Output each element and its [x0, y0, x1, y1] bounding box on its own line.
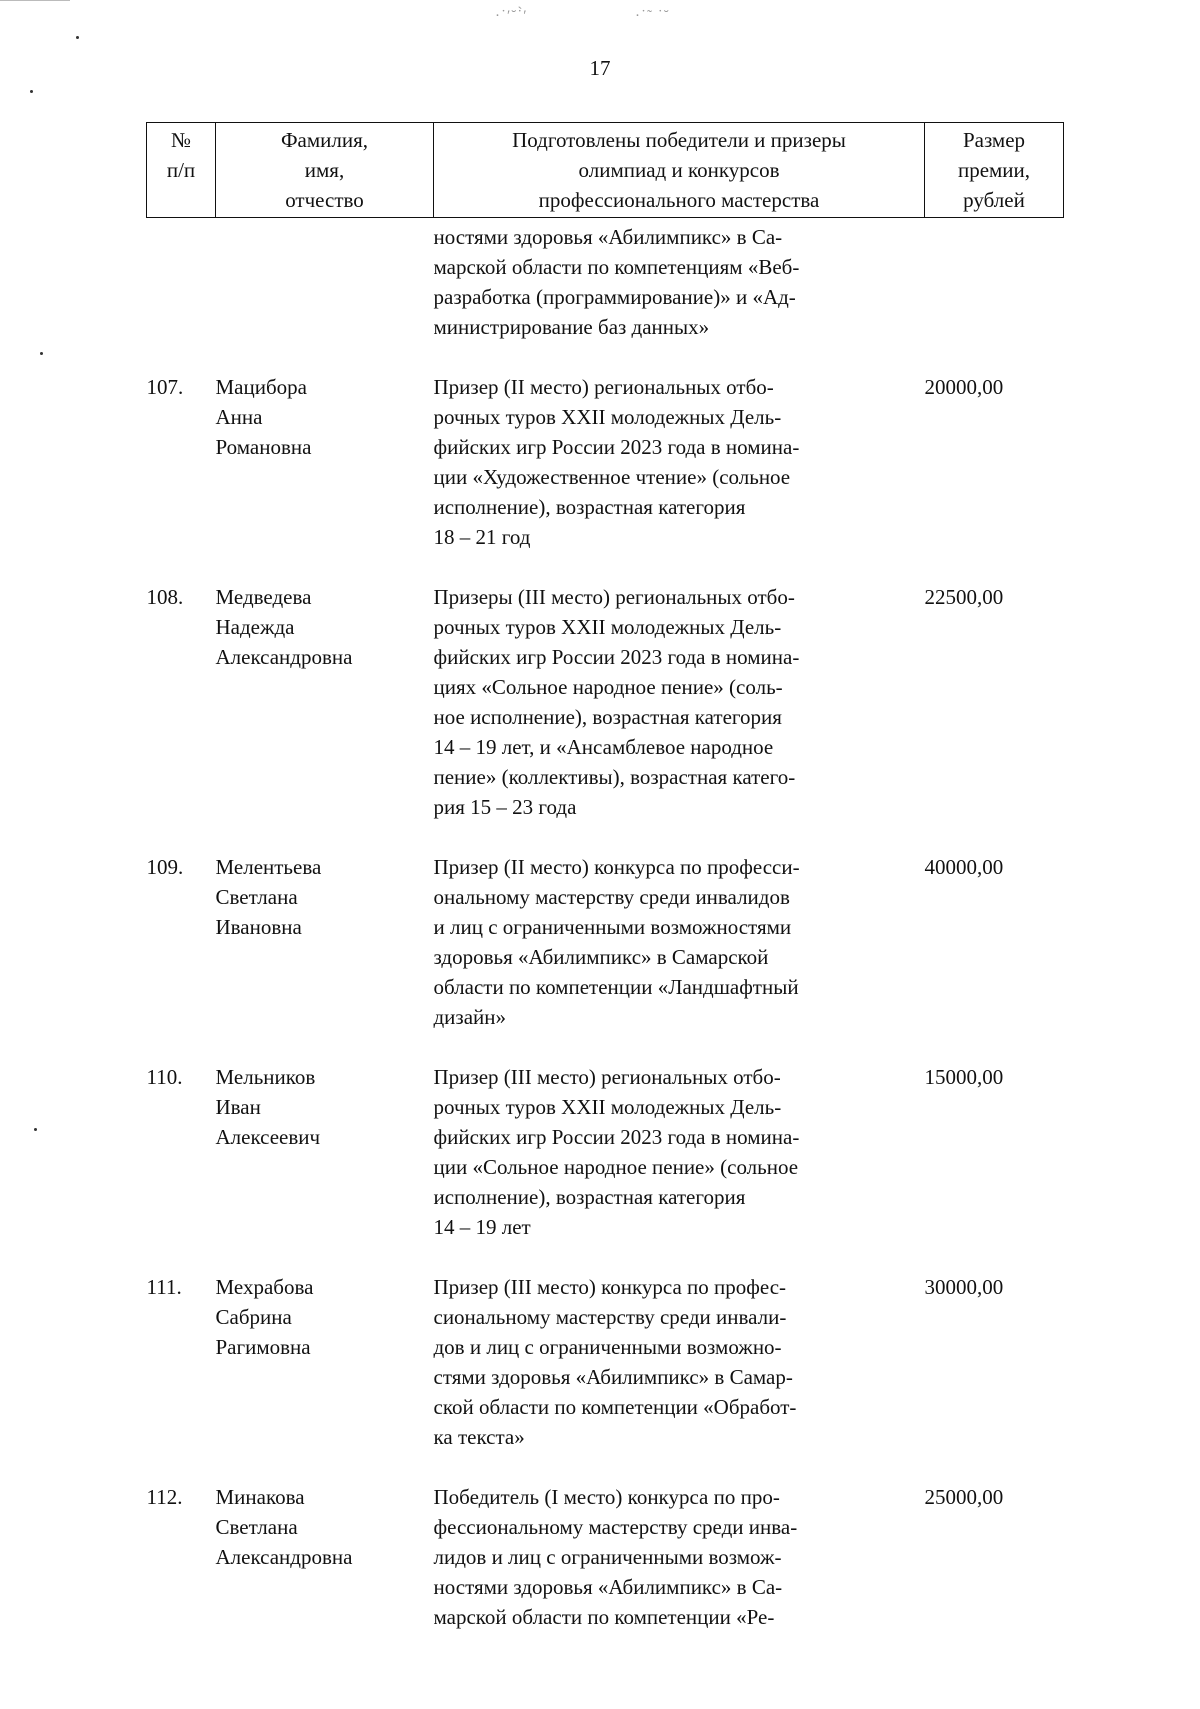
desc-line: Призер (III место) региональных отбо-: [433, 1065, 781, 1089]
row-number: 108.: [146, 585, 184, 609]
header-line: имя,: [304, 158, 345, 182]
desc-line: марской области по компетенции «Ре-: [433, 1605, 775, 1629]
row-number: 110.: [146, 1065, 183, 1089]
desc-line: ностями здоровья «Абилимпикс» в Са-: [433, 1575, 783, 1599]
desc-line: фессиональному мастерству среди инва-: [433, 1515, 798, 1539]
scan-speck: [34, 1128, 37, 1131]
table-row-continuation: [147, 218, 1064, 357]
row-description: [434, 1256, 925, 1466]
name-line: Минакова: [215, 1485, 305, 1509]
desc-line: ской области по компетенции «Обработ-: [433, 1395, 797, 1419]
awards-table: [146, 122, 1064, 1646]
desc-line: 14 – 19 лет: [433, 1215, 531, 1239]
row-amount: [925, 218, 1064, 357]
desc-line: области по компетенции «Ландшафтный: [433, 975, 799, 999]
row-name: [216, 1256, 434, 1466]
name-line: Светлана: [215, 1515, 298, 1539]
header-number: [147, 123, 216, 218]
row-amount: 15000,00: [924, 1065, 1004, 1089]
table-header-row: [147, 123, 1064, 218]
scan-edge-line: [0, 0, 70, 1]
row-name: [216, 836, 434, 1046]
row-number: [147, 218, 216, 357]
desc-line: Призер (II место) конкурса по професси-: [433, 855, 800, 879]
desc-line: Призер (III место) конкурса по профес-: [433, 1275, 787, 1299]
scan-artifact: ·˙′˘˙̀′: [495, 8, 528, 24]
row-amount: 22500,00: [924, 585, 1004, 609]
desc-line: ции «Художественное чтение» (сольное: [433, 465, 791, 489]
name-line: Сабрина: [215, 1305, 292, 1329]
desc-line: Призеры (III место) региональных отбо-: [433, 585, 795, 609]
row-description: [434, 356, 925, 566]
desc-line: циях «Сольное народное пение» (соль-: [433, 675, 783, 699]
row-amount: 20000,00: [924, 375, 1004, 399]
table-row: [147, 566, 1064, 836]
desc-line: и лиц с ограниченными возможностями: [433, 915, 792, 939]
row-description: [434, 836, 925, 1046]
desc-line: ональному мастерству среди инвалидов: [433, 885, 790, 909]
desc-line: фийских игр России 2023 года в номина-: [433, 1125, 800, 1149]
desc-line: здоровья «Абилимпикс» в Самарской: [433, 945, 769, 969]
name-line: Мацибора: [215, 375, 307, 399]
name-line: Александровна: [215, 1545, 353, 1569]
desc-line: ное исполнение), возрастная категория: [433, 705, 782, 729]
desc-line: рия 15 – 23 года: [433, 795, 577, 819]
table-row: [147, 356, 1064, 566]
desc-line: 18 – 21 год: [433, 525, 531, 549]
row-amount: 25000,00: [924, 1485, 1004, 1509]
header-line: п/п: [166, 158, 196, 182]
desc-line: ка текста»: [433, 1425, 525, 1449]
desc-line: фийских игр России 2023 года в номина-: [433, 645, 800, 669]
name-line: Мехрабова: [215, 1275, 314, 1299]
desc-line: ции «Сольное народное пение» (сольное: [433, 1155, 799, 1179]
name-line: Александровна: [215, 645, 353, 669]
name-line: Рагимовна: [215, 1335, 311, 1359]
desc-line: исполнение), возрастная категория: [433, 495, 746, 519]
header-line: №: [170, 128, 192, 152]
desc-line: стями здоровья «Абилимпикс» в Самар-: [433, 1365, 793, 1389]
scan-artifact: ·˙˜ ˙˘: [635, 8, 670, 24]
name-line: Мелентьева: [215, 855, 322, 879]
desc-line: 14 – 19 лет, и «Ансамблевое народное: [433, 735, 774, 759]
name-line: Романовна: [215, 435, 312, 459]
scan-speck: [30, 90, 33, 93]
table-row: [147, 1256, 1064, 1466]
desc-line: фийских игр России 2023 года в номина-: [433, 435, 800, 459]
row-name: [216, 356, 434, 566]
desc-line: пение» (коллективы), возрастная катего-: [433, 765, 796, 789]
name-line: Медведева: [215, 585, 312, 609]
header-amount: [925, 123, 1064, 218]
name-line: Мельников: [215, 1065, 316, 1089]
name-line: Алексеевич: [215, 1125, 321, 1149]
name-line: Анна: [215, 405, 263, 429]
row-description: [434, 566, 925, 836]
header-line: Размер: [962, 128, 1026, 152]
header-line: профессионального мастерства: [538, 188, 820, 212]
row-description: [434, 1466, 925, 1646]
desc-line: дизайн»: [433, 1005, 507, 1029]
name-line: Иван: [215, 1095, 261, 1119]
desc-line: сиональному мастерству среди инвали-: [433, 1305, 787, 1329]
header-line: рублей: [963, 188, 1025, 212]
header-line: олимпиад и конкурсов: [578, 158, 780, 182]
scan-speck: [40, 352, 43, 355]
table-row: [147, 1046, 1064, 1256]
scan-speck: [76, 36, 79, 39]
desc-line: марской области по компетенциям «Веб-: [433, 255, 800, 279]
name-line: Надежда: [215, 615, 295, 639]
desc-line: рочных туров XXII молодежных Дель-: [433, 1095, 782, 1119]
header-description: [434, 123, 925, 218]
row-number: 111.: [146, 1275, 182, 1299]
desc-line: лидов и лиц с ограниченными возмож-: [433, 1545, 782, 1569]
desc-line: министрирование баз данных»: [433, 315, 710, 339]
row-description: [434, 218, 925, 357]
row-amount: 40000,00: [924, 855, 1004, 879]
row-description: [434, 1046, 925, 1256]
name-line: Светлана: [215, 885, 298, 909]
desc-line: рочных туров XXII молодежных Дель-: [433, 405, 782, 429]
row-name: [216, 218, 434, 357]
row-amount: 30000,00: [924, 1275, 1004, 1299]
row-name: [216, 1466, 434, 1646]
desc-line: исполнение), возрастная категория: [433, 1185, 746, 1209]
name-line: Ивановна: [215, 915, 302, 939]
page-number: 17: [589, 56, 611, 80]
table-row: [147, 1466, 1064, 1646]
row-name: [216, 566, 434, 836]
desc-line: рочных туров XXII молодежных Дель-: [433, 615, 782, 639]
header-line: отчество: [285, 188, 364, 212]
header-line: Подготовлены победители и призеры: [512, 128, 846, 152]
row-number: 112.: [146, 1485, 183, 1509]
row-number: 107.: [146, 375, 184, 399]
header-line: премии,: [957, 158, 1031, 182]
table-row: [147, 836, 1064, 1046]
desc-line: ностями здоровья «Абилимпикс» в Са-: [433, 225, 783, 249]
desc-line: дов и лиц с ограниченными возможно-: [433, 1335, 782, 1359]
desc-line: Победитель (I место) конкурса по про-: [433, 1485, 780, 1509]
row-name: [216, 1046, 434, 1256]
row-number: 109.: [146, 855, 184, 879]
desc-line: Призер (II место) региональных отбо-: [433, 375, 774, 399]
header-name: [216, 123, 434, 218]
header-line: Фамилия,: [280, 128, 369, 152]
desc-line: разработка (программирование)» и «Ад-: [433, 285, 796, 309]
